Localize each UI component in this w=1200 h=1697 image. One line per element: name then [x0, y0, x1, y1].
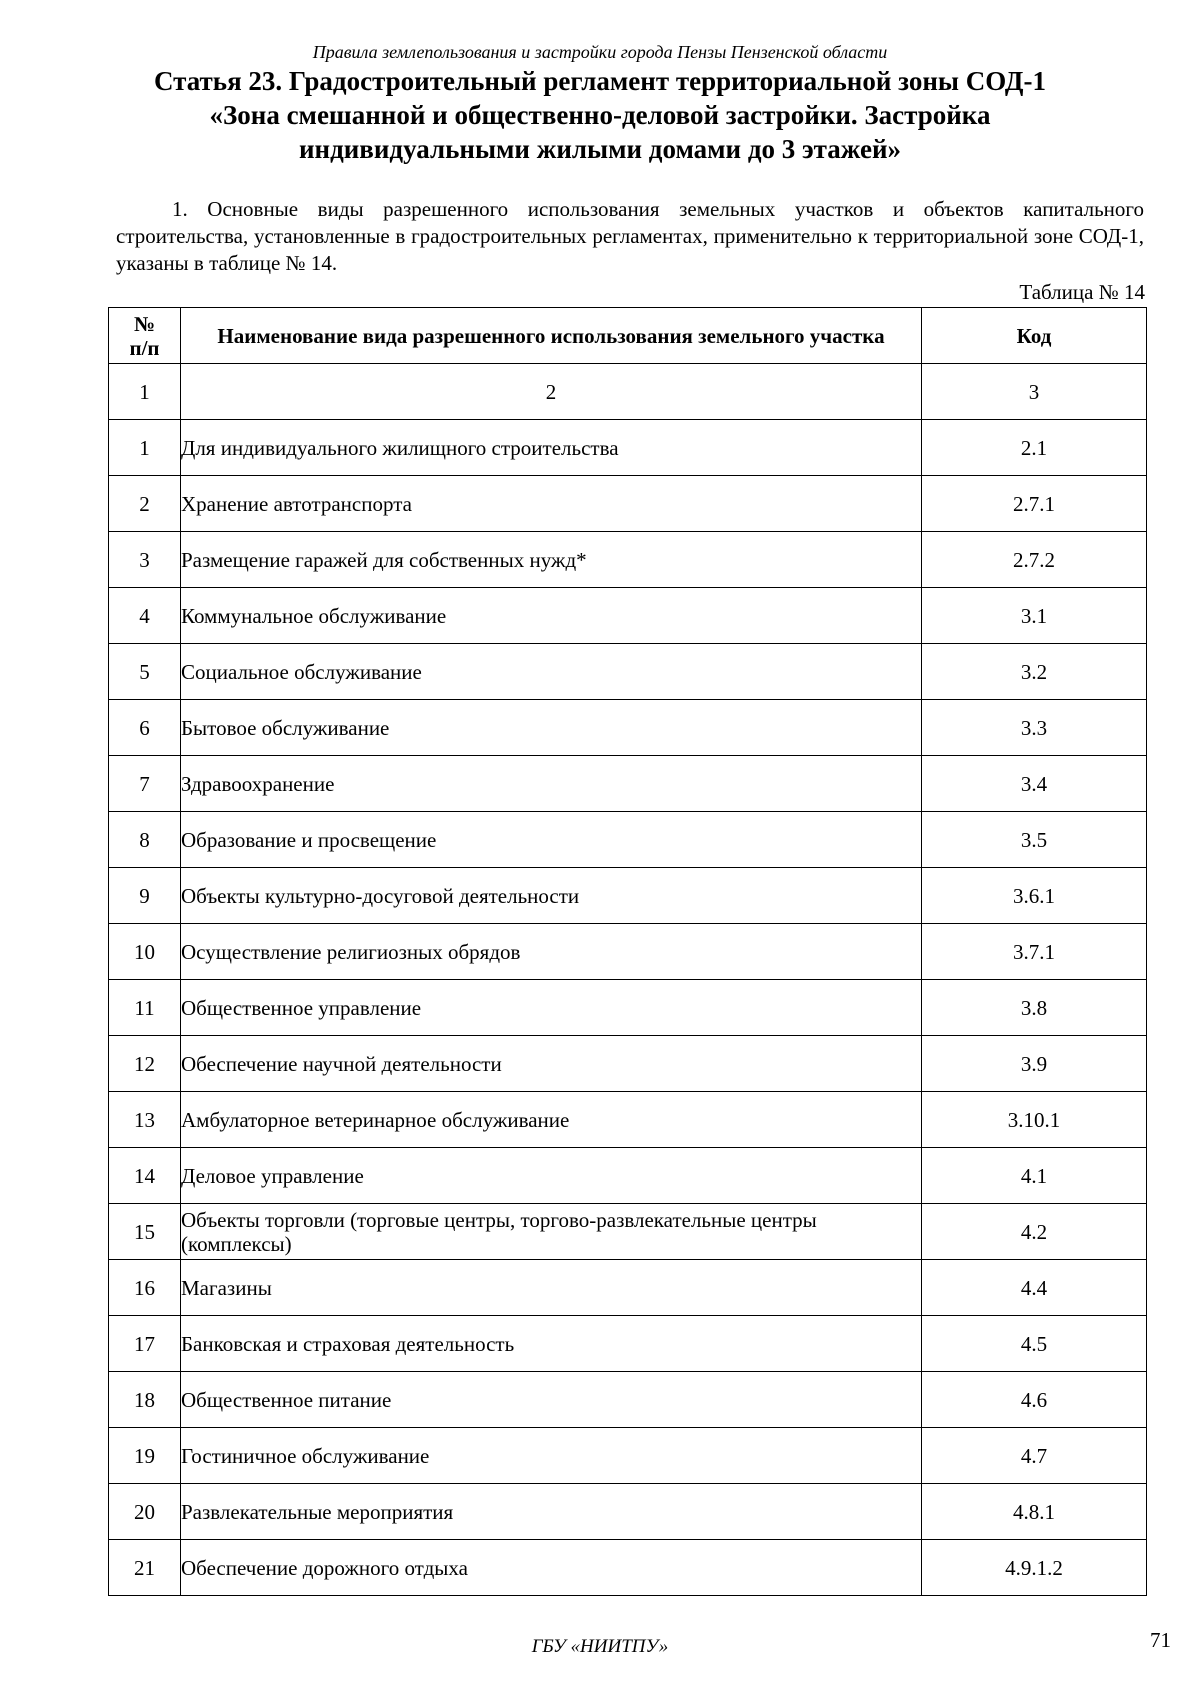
- row-code: 4.7: [922, 1428, 1147, 1484]
- row-name: Амбулаторное ветеринарное обслуживание: [181, 1092, 922, 1148]
- row-name: Развлекательные мероприятия: [181, 1484, 922, 1540]
- article-title-line-3: индивидуальными жилыми домами до 3 этажей»: [298, 134, 902, 164]
- column-index-row: [109, 364, 1147, 420]
- header-number: № п/п: [109, 308, 181, 364]
- row-name: Гостиничное обслуживание: [181, 1428, 922, 1484]
- table-row: [109, 1540, 1147, 1596]
- row-code: 2.1: [922, 420, 1147, 476]
- row-number: 7: [109, 756, 181, 812]
- row-name: Социальное обслуживание: [181, 644, 922, 700]
- row-code: 4.1: [922, 1148, 1147, 1204]
- article-title-line-2: «Зона смешанной и общественно-деловой застройки. Застройка: [209, 100, 991, 130]
- row-number: 20: [109, 1484, 181, 1540]
- row-number: 12: [109, 1036, 181, 1092]
- table-row: [109, 588, 1147, 644]
- row-code: 4.2: [922, 1204, 1147, 1260]
- table-row: [109, 1148, 1147, 1204]
- footer-organization: ГБУ «НИИТПУ»: [531, 1636, 669, 1657]
- row-name: Объекты торговли (торговые центры, торгово-развлекательные центры (комплексы): [181, 1204, 922, 1260]
- row-number: 10: [109, 924, 181, 980]
- row-number: 1: [109, 420, 181, 476]
- row-code: 3.5: [922, 812, 1147, 868]
- table-row: [109, 1316, 1147, 1372]
- article-title-line-1: Статья 23. Градостроительный регламент территориальной зоны СОД-1: [154, 66, 1046, 96]
- intro-paragraph: 1. Основные виды разрешенного использования земельных участков и объектов капитального строительства, установленные в градостроительных регламентах, применительно к территориальной зоне СОД-1, указаны в таблице № 14.: [116, 197, 1144, 275]
- table-row: [109, 1036, 1147, 1092]
- table-row: [109, 700, 1147, 756]
- row-number: 14: [109, 1148, 181, 1204]
- row-name: Размещение гаражей для собственных нужд*: [181, 532, 922, 588]
- row-number: 8: [109, 812, 181, 868]
- table-row: [109, 868, 1147, 924]
- row-name: Для индивидуального жилищного строительства: [181, 420, 922, 476]
- row-name: Обеспечение научной деятельности: [181, 1036, 922, 1092]
- row-code: 3.7.1: [922, 924, 1147, 980]
- header-code: Код: [922, 308, 1147, 364]
- row-code: 4.5: [922, 1316, 1147, 1372]
- row-code: 4.6: [922, 1372, 1147, 1428]
- row-number: 17: [109, 1316, 181, 1372]
- row-code: 2.7.1: [922, 476, 1147, 532]
- row-number: 9: [109, 868, 181, 924]
- article-title: [100, 64, 1100, 166]
- row-number: 15: [109, 1204, 181, 1260]
- table-caption: Таблица № 14: [1019, 280, 1145, 304]
- row-number: 11: [109, 980, 181, 1036]
- row-number: 19: [109, 1428, 181, 1484]
- table-row: [109, 1484, 1147, 1540]
- row-name: Бытовое обслуживание: [181, 700, 922, 756]
- row-name: Объекты культурно-досуговой деятельности: [181, 868, 922, 924]
- row-number: 5: [109, 644, 181, 700]
- row-number: 6: [109, 700, 181, 756]
- row-number: 18: [109, 1372, 181, 1428]
- column-index-3: 3: [922, 364, 1147, 420]
- land-use-table: [108, 307, 1147, 1596]
- row-name: Общественное питание: [181, 1372, 922, 1428]
- row-code: 3.8: [922, 980, 1147, 1036]
- column-index-1: 1: [109, 364, 181, 420]
- page-number: 71: [1150, 1628, 1171, 1652]
- row-name: Осуществление религиозных обрядов: [181, 924, 922, 980]
- table-header-row: [109, 308, 1147, 364]
- row-name: Хранение автотранспорта: [181, 476, 922, 532]
- table-row: [109, 532, 1147, 588]
- row-name: Банковская и страховая деятельность: [181, 1316, 922, 1372]
- table-row: [109, 1092, 1147, 1148]
- table-row: [109, 812, 1147, 868]
- table-row: [109, 756, 1147, 812]
- row-code: 3.6.1: [922, 868, 1147, 924]
- row-code: 3.2: [922, 644, 1147, 700]
- row-code: 3.9: [922, 1036, 1147, 1092]
- table-row: [109, 1372, 1147, 1428]
- row-code: 4.4: [922, 1260, 1147, 1316]
- table-row: [109, 1260, 1147, 1316]
- header-name: Наименование вида разрешенного использования земельного участка: [181, 308, 922, 364]
- row-code: 4.9.1.2: [922, 1540, 1147, 1596]
- table-row: [109, 420, 1147, 476]
- row-name: Образование и просвещение: [181, 812, 922, 868]
- row-name: Магазины: [181, 1260, 922, 1316]
- row-code: 3.10.1: [922, 1092, 1147, 1148]
- row-name: Деловое управление: [181, 1148, 922, 1204]
- row-name: Здравоохранение: [181, 756, 922, 812]
- row-number: 13: [109, 1092, 181, 1148]
- row-name: Обеспечение дорожного отдыха: [181, 1540, 922, 1596]
- row-number: 2: [109, 476, 181, 532]
- table-row: [109, 1428, 1147, 1484]
- column-index-2: 2: [181, 364, 922, 420]
- table-row: [109, 924, 1147, 980]
- table-row: [109, 476, 1147, 532]
- row-code: 3.1: [922, 588, 1147, 644]
- running-header: Правила землепользования и застройки города Пензы Пензенской области: [312, 42, 888, 62]
- row-number: 3: [109, 532, 181, 588]
- row-number: 21: [109, 1540, 181, 1596]
- row-code: 3.4: [922, 756, 1147, 812]
- row-code: 4.8.1: [922, 1484, 1147, 1540]
- table-row: [109, 1204, 1147, 1260]
- row-code: 2.7.2: [922, 532, 1147, 588]
- row-name: Общественное управление: [181, 980, 922, 1036]
- row-code: 3.3: [922, 700, 1147, 756]
- table-row: [109, 980, 1147, 1036]
- row-name: Коммунальное обслуживание: [181, 588, 922, 644]
- row-number: 16: [109, 1260, 181, 1316]
- table-row: [109, 644, 1147, 700]
- row-number: 4: [109, 588, 181, 644]
